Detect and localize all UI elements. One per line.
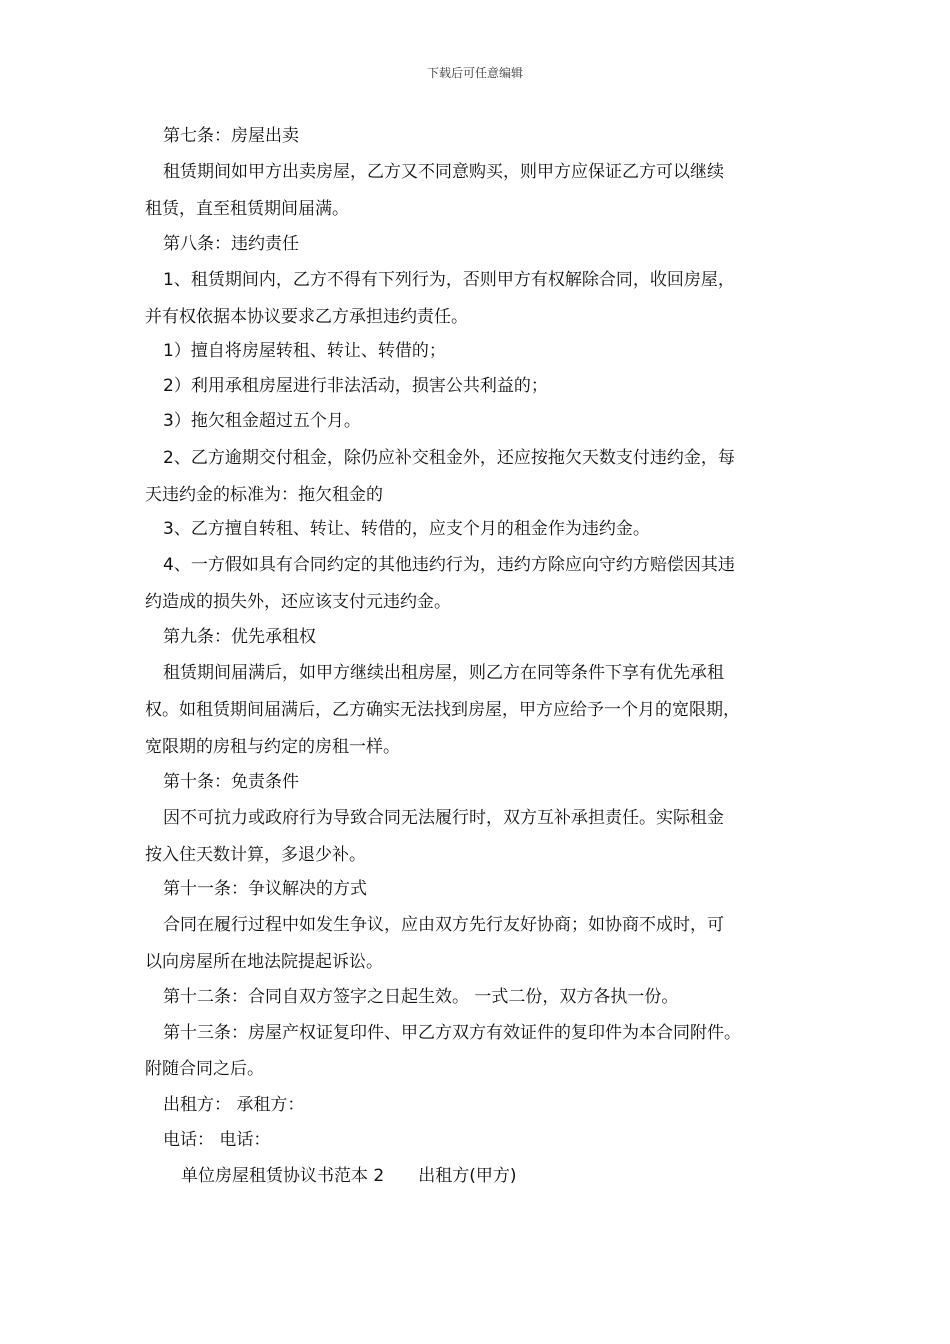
paragraph-line: 合同在履行过程中如发生争议，应由双方先行友好协商；如协商不成时，可 [163, 915, 724, 935]
paragraph-line: 3、乙方擅自转租、转让、转借的，应支个月的租金作为违约金。 [163, 519, 650, 539]
paragraph-line: 4、一方假如具有合同约定的其他违约行为，违约方除应向守约方赔偿因其违 [163, 555, 735, 575]
article-heading: 第十一条：争议解决的方式 [163, 879, 367, 899]
paragraph-line: 并有权依据本协议要求乙方承担违约责任。 [145, 307, 468, 327]
paragraph-line: 以向房屋所在地法院提起诉讼。 [145, 952, 383, 972]
paragraph-line: 因不可抗力或政府行为导致合同无法履行时，双方互补承担责任。实际租金 [163, 808, 724, 828]
phone-line: 电话： 电话： [163, 1130, 271, 1150]
article-heading: 第十二条：合同自双方签字之日起生效。 一式二份，双方各执一份。 [163, 987, 679, 1007]
paragraph-line: 附随合同之后。 [145, 1059, 264, 1079]
paragraph-line: 约造成的损失外，还应该支付元违约金。 [145, 592, 451, 612]
page-header-note: 下载后可任意编辑 [426, 66, 523, 80]
article-heading: 第八条：违约责任 [163, 234, 299, 254]
paragraph-line: 按入住天数计算，多退少补。 [145, 845, 366, 865]
paragraph-line: 1、租赁期间内，乙方不得有下列行为，否则甲方有权解除合同，收回房屋， [163, 270, 735, 290]
paragraph-line: 权。如租赁期间届满后，乙方确实无法找到房屋，甲方应给予一个月的宽限期， [145, 700, 740, 720]
paragraph-line: 租赁期间届满后，如甲方继续出租房屋，则乙方在同等条件下享有优先承租 [163, 663, 724, 683]
article-heading: 第十条：免责条件 [163, 772, 299, 792]
paragraph-line: 宽限期的房租与约定的房租一样。 [145, 737, 400, 757]
article-heading: 第十三条：房屋产权证复印件、甲乙方双方有效证件的复印件为本合同附件。 [163, 1023, 741, 1043]
paragraph-line: 租赁，直至租赁期间届满。 [145, 199, 349, 219]
paragraph-line: 天违约金的标准为：拖欠租金的 [145, 485, 383, 505]
article-heading: 第七条：房屋出卖 [163, 126, 299, 146]
list-item: 1）擅自将房屋转租、转让、转借的； [163, 341, 446, 361]
signature-line: 出租方： 承租方： [163, 1095, 305, 1115]
list-item: 2）利用承租房屋进行非法活动，损害公共利益的； [163, 376, 548, 396]
paragraph-line: 租赁期间如甲方出卖房屋，乙方又不同意购买，则甲方应保证乙方可以继续 [163, 162, 724, 182]
next-document-title: 单位房屋租赁协议书范本 2 出租方(甲方) [181, 1166, 517, 1186]
paragraph-line: 2、乙方逾期交付租金，除仍应补交租金外，还应按拖欠天数支付违约金，每 [163, 448, 735, 468]
article-heading: 第九条：优先承租权 [163, 627, 316, 647]
list-item: 3）拖欠租金超过五个月。 [163, 411, 361, 431]
